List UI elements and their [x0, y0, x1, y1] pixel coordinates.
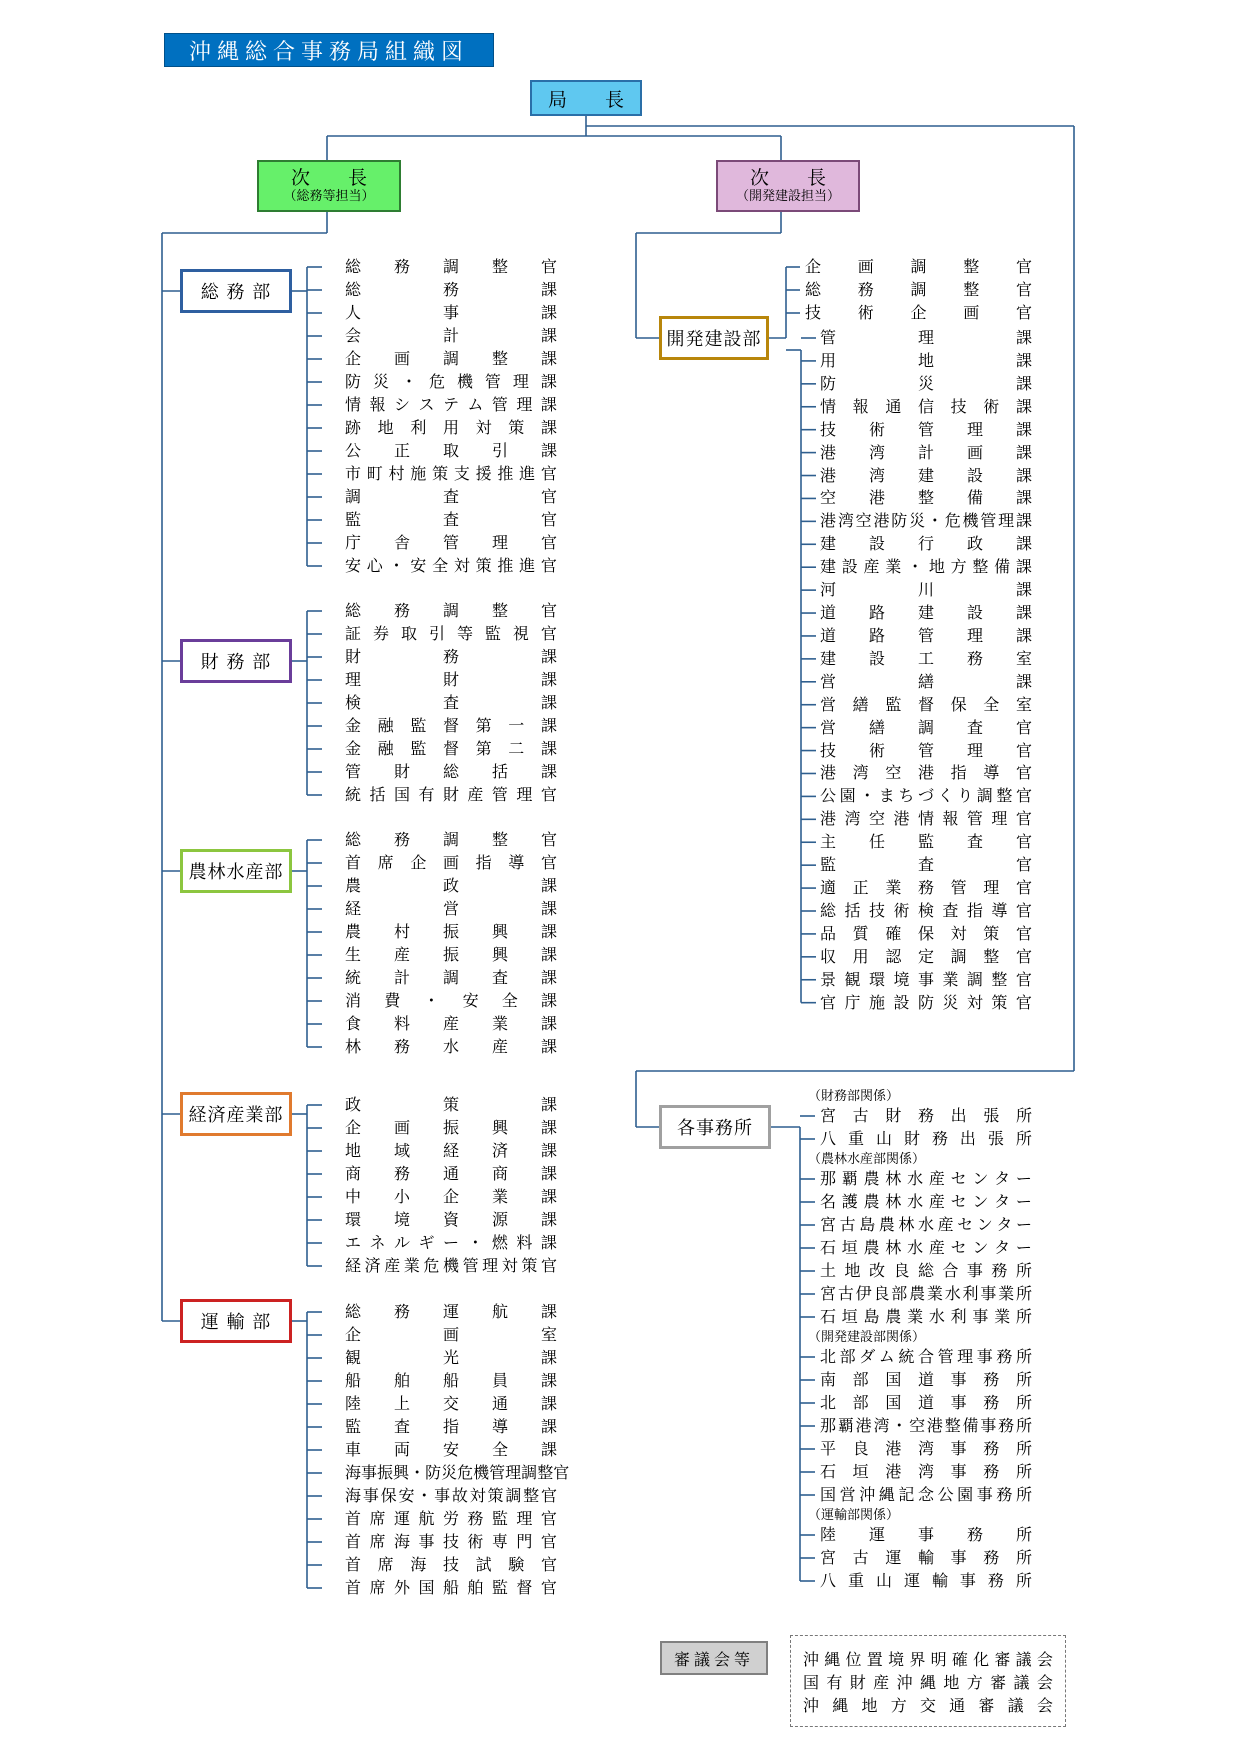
- office-item: 宮 古 運 輸 事 務 所: [820, 1548, 1032, 1567]
- deputy-development-label: 次 長: [749, 167, 826, 189]
- development-item: 情 報 通 信 技 術 課: [820, 396, 1032, 416]
- deputy-director-general-affairs-box: [257, 160, 401, 212]
- transport-dept-box: 運 輸 部: [180, 1299, 292, 1343]
- development-item: 監 査 官: [820, 855, 1032, 875]
- director-general-label: 局 長: [547, 88, 624, 111]
- office-item: 那 覇 農 林 水 産 セ ン タ ー: [820, 1169, 1032, 1188]
- transport-item: 首 席 外 国 船 舶 監 督 官: [345, 1578, 557, 1597]
- transport-item: 陸 上 交 通 課: [345, 1394, 557, 1413]
- office-item: 平 良 港 湾 事 務 所: [820, 1439, 1032, 1458]
- office-item: 石 垣 農 林 水 産 セ ン タ ー: [820, 1238, 1032, 1257]
- transport-item: 首 席 海 事 技 術 専 門 官: [345, 1532, 557, 1551]
- development-item: 河 川 課: [820, 580, 1032, 600]
- general-affairs-item: 公 正 取 引 課: [345, 441, 557, 460]
- development-item: 港 湾 空 港 防 災 ・ 危 機 管 理 課: [820, 511, 1032, 531]
- office-item: 陸 運 事 務 所: [820, 1525, 1032, 1544]
- office-item: 石 垣 港 湾 事 務 所: [820, 1462, 1032, 1481]
- development-item: 管 理 課: [820, 328, 1032, 347]
- development-item: 道 路 管 理 課: [820, 625, 1032, 645]
- general-affairs-item: 跡 地 利 用 対 策 課: [345, 418, 557, 437]
- agriculture-item: 統 計 調 査 課: [345, 968, 557, 987]
- development-item: 景 観 環 境 事 業 調 整 官: [820, 969, 1032, 989]
- development-item: 営 繕 監 督 保 全 室: [820, 694, 1032, 714]
- office-item: 那 覇 港 湾 ・ 空 港 整 備 事 務 所: [820, 1416, 1032, 1435]
- office-item: 南 部 国 道 事 務 所: [820, 1370, 1032, 1389]
- office-item: 国 営 沖 縄 記 念 公 園 事 務 所: [820, 1485, 1032, 1504]
- agriculture-item: 農 村 振 興 課: [345, 922, 557, 941]
- development-item: 適 正 業 務 管 理 官: [820, 878, 1032, 898]
- transport-item: 海 事 保 安 ・ 事 故 対 策 調 整 官: [345, 1486, 557, 1505]
- economy-item: 政 策 課: [345, 1095, 557, 1114]
- development-item: 建 設 産 業 ・ 地 方 整 備 課: [820, 557, 1032, 577]
- office-item: 名 護 農 林 水 産 セ ン タ ー: [820, 1192, 1032, 1211]
- director-general-box: [530, 80, 642, 116]
- agriculture-item: 経 営 課: [345, 899, 557, 918]
- development-item: 防 災 課: [820, 373, 1032, 393]
- agriculture-item: 農 政 課: [345, 876, 557, 895]
- finance-item: 統 括 国 有 財 産 管 理 官: [345, 785, 557, 804]
- general-affairs-item: 情 報 シ ス テ ム 管 理 課: [345, 395, 557, 414]
- economy-item: 環 境 資 源 課: [345, 1210, 557, 1229]
- agriculture-item: 首 席 企 画 指 導 官: [345, 853, 557, 872]
- deputy-development-sub: （開発建設担当）: [735, 189, 840, 204]
- general-affairs-item: 監 査 官: [345, 510, 557, 529]
- finance-item: 検 査 課: [345, 693, 557, 712]
- economy-dept-box: 経済産業部: [180, 1092, 292, 1136]
- deputy-director-development-box: [716, 160, 860, 212]
- economy-item: エ ネ ル ギ ー ・ 燃 料 課: [345, 1233, 557, 1252]
- office-item: 宮 古 伊 良 部 農 業 水 利 事 業 所: [820, 1284, 1032, 1303]
- general-affairs-item: 市 町 村 施 策 支 援 推 進 官: [345, 464, 557, 483]
- transport-item: 首 席 海 技 試 験 官: [345, 1555, 557, 1574]
- development-item: 総 括 技 術 検 査 指 導 官: [820, 901, 1032, 920]
- development-item: 港 湾 計 画 課: [820, 442, 1032, 462]
- development-item: 港 湾 建 設 課: [820, 465, 1032, 485]
- councils-label-box: 審議会等: [660, 1641, 768, 1675]
- development-item: 主 任 監 査 官: [820, 832, 1032, 852]
- finance-item: 総 務 調 整 官: [345, 601, 557, 620]
- development-item: 技 術 管 理 課: [820, 419, 1032, 439]
- council-item: 沖 縄 地 方 交 通 審 議 会: [803, 1696, 1053, 1715]
- development-item: 品 質 確 保 対 策 官: [820, 923, 1032, 943]
- office-item: 北 部 ダ ム 統 合 管 理 事 務 所: [820, 1347, 1032, 1366]
- general-affairs-item: 総 務 課: [345, 280, 557, 299]
- development-top-item: 技 術 企 画 官: [805, 303, 1032, 322]
- finance-item: 金 融 監 督 第 一 課: [345, 716, 557, 735]
- agriculture-item: 生 産 振 興 課: [345, 945, 557, 964]
- transport-item: 総 務 運 航 課: [345, 1302, 557, 1321]
- finance-item: 理 財 課: [345, 670, 557, 689]
- office-item: 北 部 国 道 事 務 所: [820, 1393, 1032, 1412]
- agriculture-dept-box: 農林水産部: [180, 849, 292, 893]
- development-item: 公 園 ・ ま ち づ く り 調 整 官: [820, 786, 1032, 806]
- general-affairs-dept-box: 総 務 部: [180, 269, 292, 313]
- economy-item: 地 域 経 済 課: [345, 1141, 557, 1160]
- transport-item: 観 光 課: [345, 1348, 557, 1367]
- transport-item: 海 事 振 興 ・ 防 災 危 機 管 理 調 整 官: [345, 1463, 570, 1482]
- office-item: 石 垣 島 農 業 水 利 事 業 所: [820, 1307, 1032, 1326]
- office-item: 宮 古 財 務 出 張 所: [820, 1106, 1032, 1125]
- deputy-general-label: 次 長: [290, 167, 367, 189]
- councils-list-box: [790, 1635, 1066, 1727]
- chart-title: 沖縄総合事務局組織図: [164, 33, 494, 67]
- general-affairs-item: 会 計 課: [345, 326, 557, 345]
- general-affairs-item: 調 査 官: [345, 487, 557, 506]
- council-item: 国 有 財 産 沖 縄 地 方 審 議 会: [803, 1673, 1053, 1692]
- office-item: 八 重 山 財 務 出 張 所: [820, 1129, 1032, 1148]
- agriculture-item: 総 務 調 整 官: [345, 830, 557, 849]
- office-group-header: （運輸部関係）: [808, 1508, 900, 1523]
- agriculture-item: 消 費 ・ 安 全 課: [345, 991, 557, 1010]
- office-group-header: （農林水産部関係）: [808, 1152, 926, 1167]
- finance-item: 財 務 課: [345, 647, 557, 666]
- finance-item: 金 融 監 督 第 二 課: [345, 739, 557, 758]
- finance-item: 証 券 取 引 等 監 視 官: [345, 624, 557, 643]
- transport-item: 企 画 室: [345, 1325, 557, 1344]
- deputy-general-sub: （総務等担当）: [283, 189, 375, 204]
- development-dept-box: 開発建設部: [659, 316, 769, 360]
- development-item: 港 湾 空 港 情 報 管 理 官: [820, 809, 1032, 829]
- general-affairs-item: 安 心 ・ 安 全 対 策 推 進 官: [345, 556, 557, 575]
- agriculture-item: 林 務 水 産 課: [345, 1037, 557, 1056]
- transport-item: 監 査 指 導 課: [345, 1417, 557, 1436]
- general-affairs-item: 総 務 調 整 官: [345, 257, 557, 276]
- agriculture-item: 食 料 産 業 課: [345, 1014, 557, 1033]
- development-item: 官 庁 施 設 防 災 対 策 官: [820, 992, 1032, 1012]
- office-item: 八 重 山 運 輸 事 務 所: [820, 1571, 1032, 1590]
- development-item: 建 設 行 政 課: [820, 534, 1032, 554]
- development-top-item: 総 務 調 整 官: [805, 280, 1032, 299]
- economy-item: 経 済 産 業 危 機 管 理 対 策 官: [345, 1256, 557, 1275]
- economy-item: 中 小 企 業 課: [345, 1187, 557, 1206]
- economy-item: 商 務 通 商 課: [345, 1164, 557, 1183]
- development-item: 用 地 課: [820, 350, 1032, 370]
- development-item: 空 港 整 備 課: [820, 488, 1032, 508]
- development-item: 営 繕 調 査 官: [820, 717, 1032, 737]
- development-item: 港 湾 空 港 指 導 官: [820, 763, 1032, 783]
- office-group-header: （財務部関係）: [808, 1089, 900, 1104]
- offices-box: 各事務所: [659, 1105, 771, 1149]
- general-affairs-item: 防 災 ・ 危 機 管 理 課: [345, 372, 557, 391]
- office-group-header: （開発建設部関係）: [808, 1330, 926, 1345]
- development-item: 収 用 認 定 調 整 官: [820, 946, 1032, 966]
- general-affairs-item: 企 画 調 整 課: [345, 349, 557, 368]
- transport-item: 首 席 運 航 労 務 監 理 官: [345, 1509, 557, 1528]
- economy-item: 企 画 振 興 課: [345, 1118, 557, 1137]
- development-item: 建 設 工 務 室: [820, 648, 1032, 668]
- transport-item: 車 両 安 全 課: [345, 1440, 557, 1459]
- office-item: 宮 古 島 農 林 水 産 セ ン タ ー: [820, 1215, 1032, 1234]
- general-affairs-item: 人 事 課: [345, 303, 557, 322]
- office-item: 土 地 改 良 総 合 事 務 所: [820, 1261, 1032, 1280]
- council-item: 沖 縄 位 置 境 界 明 確 化 審 議 会: [803, 1650, 1053, 1669]
- development-item: 営 繕 課: [820, 671, 1032, 691]
- finance-item: 管 財 総 括 課: [345, 762, 557, 781]
- development-item: 道 路 建 設 課: [820, 603, 1032, 623]
- transport-item: 船 舶 船 員 課: [345, 1371, 557, 1390]
- development-top-item: 企 画 調 整 官: [805, 257, 1032, 276]
- general-affairs-item: 庁 舎 管 理 官: [345, 533, 557, 552]
- finance-dept-box: 財 務 部: [180, 639, 292, 683]
- development-item: 技 術 管 理 官: [820, 740, 1032, 760]
